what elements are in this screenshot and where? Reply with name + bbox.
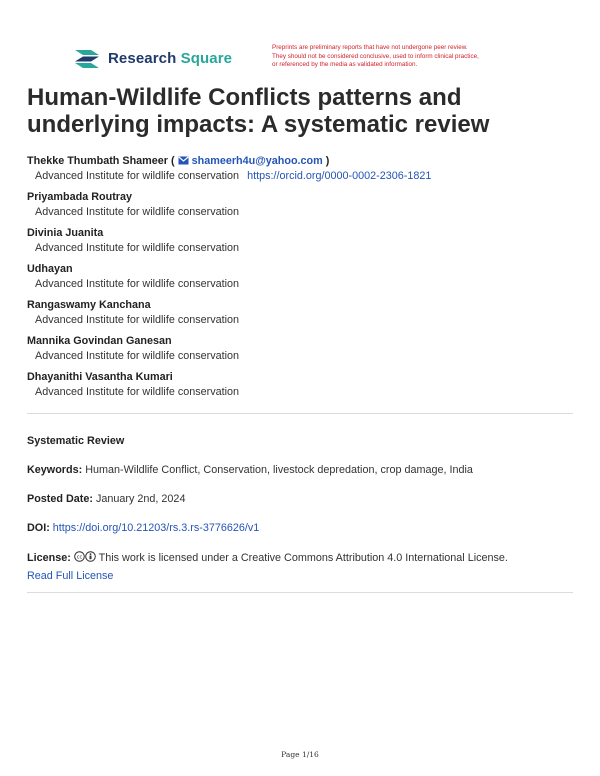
author-affiliation: Advanced Institute for wildlife conservation	[35, 350, 240, 362]
author-affiliation: Advanced Institute for wildlife conservation	[35, 242, 240, 254]
license-text: This work is licensed under a Creative Commons Attribution 4.0 International License.	[98, 552, 508, 564]
affiliation-text: Advanced Institute for wildlife conservation	[35, 170, 240, 182]
read-license-line	[27, 569, 113, 583]
author-name-text: Thekke Thumbath Shameer	[27, 155, 168, 167]
doi-label: DOI:	[27, 522, 50, 534]
author-affiliation: Advanced Institute for wildlife conservation	[35, 314, 240, 326]
posted-date-text: January 2nd, 2024	[96, 493, 186, 505]
research-square-logo-icon	[73, 47, 103, 69]
author-affiliation: Advanced Institute for wildlife conservation	[35, 386, 240, 398]
section-divider	[27, 413, 573, 414]
section-divider	[27, 592, 573, 593]
author-name: Divinia Juanita	[27, 227, 104, 239]
author-name: Dhayanithi Vasantha Kumari	[27, 371, 173, 383]
preprint-notice	[272, 44, 542, 70]
notice-line: They should not be considered conclusive, used to inform clinical practice,	[272, 52, 479, 60]
doi-line	[27, 521, 259, 535]
doi-link[interactable]: https://doi.org/10.21203/rs.3.rs-3776626/v1	[52, 522, 260, 534]
keywords-text: Human-Wildlife Conflict, Conservation, livestock depredation, crop damage, India	[85, 464, 473, 476]
article-type	[27, 434, 124, 448]
brand-word-research: Research	[108, 49, 177, 67]
read-full-license-link[interactable]: Read Full License	[27, 570, 114, 582]
author-name: Thekke Thumbath Shameer ( shameerh4u@yahoo.com )	[27, 155, 330, 167]
author-list	[27, 154, 587, 406]
author-affiliation: Advanced Institute for wildlife conservation	[35, 278, 240, 290]
author-affiliation: Advanced Institute for wildlife conservation	[35, 206, 240, 218]
keywords-label: Keywords:	[27, 464, 83, 476]
page-number: Page 1/16	[281, 750, 319, 759]
keywords-line	[27, 463, 473, 477]
author-name: Udhayan	[27, 263, 73, 275]
paper-title: Human-Wildlife Conflicts patterns and underlying impacts: A systematic review	[27, 84, 490, 138]
creative-commons-icon	[74, 551, 85, 562]
notice-line: or referenced by the media as validated information.	[272, 61, 418, 69]
license-line	[27, 551, 508, 565]
posted-date-label: Posted Date:	[27, 493, 93, 505]
research-square-logo[interactable]	[73, 47, 232, 69]
svg-text:cc: cc	[76, 554, 83, 561]
license-label: License:	[27, 552, 71, 564]
author-name: Priyambada Routray	[27, 191, 133, 203]
orcid-link[interactable]: https://orcid.org/0000-0002-2306-1821	[247, 170, 432, 182]
article-type-text: Systematic Review	[27, 435, 125, 447]
author-email-link[interactable]: shameerh4u@yahoo.com	[191, 155, 323, 167]
author-name: Mannika Govindan Ganesan	[27, 335, 172, 347]
notice-line: Preprints are preliminary reports that have not undergone peer review.	[272, 44, 468, 51]
author-affiliation	[27, 168, 587, 190]
posted-date-line	[27, 492, 185, 506]
author-name: Rangaswamy Kanchana	[27, 299, 151, 311]
brand-word-square: Square	[180, 49, 233, 67]
brand-name	[108, 50, 232, 67]
attribution-icon	[85, 551, 96, 562]
envelope-icon	[178, 156, 189, 165]
